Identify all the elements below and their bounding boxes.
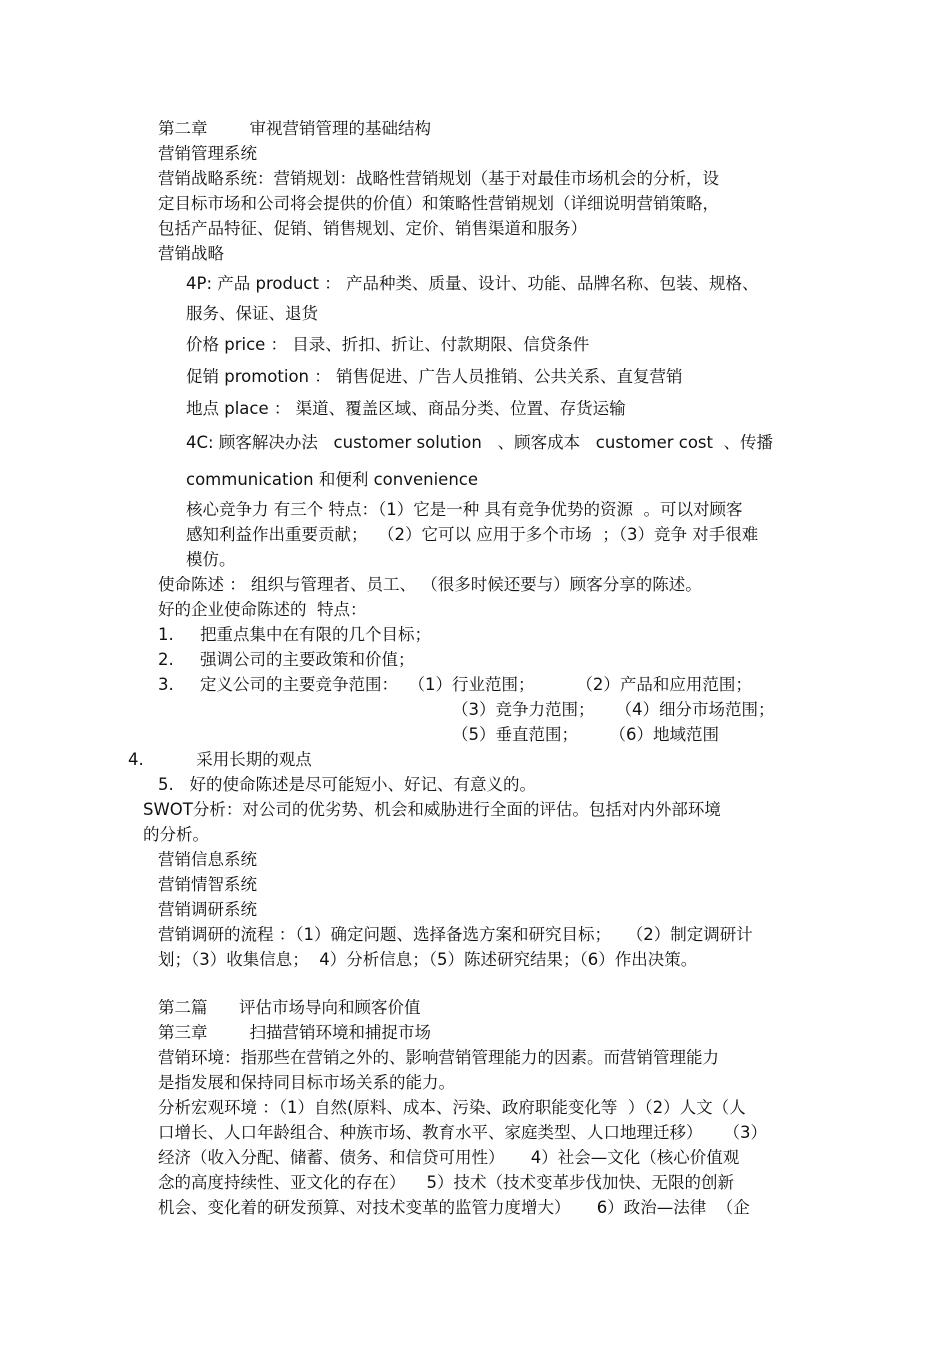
list-item: 4. 采用长期的观点 <box>128 750 312 769</box>
text-line: 使命陈述 ： 组织与管理者、员工、 （很多时候还要与）顾客分享的陈述。 <box>158 575 702 594</box>
list-item: （3）竞争力范围； （4）细分市场范围； <box>452 700 775 719</box>
text-line: 是指发展和保持同目标市场关系的能力。 <box>158 1073 455 1092</box>
text-line: 模仿。 <box>186 550 236 569</box>
text-line: 营销调研系统 <box>158 900 257 919</box>
text-line: 营销调研的流程 ：（1）确定问题、选择备选方案和研究目标； （2）制定调研计 <box>158 925 753 944</box>
text-line: 4C: 顾客解决办法 customer solution 、顾客成本 customer cost 、传播 <box>186 433 773 452</box>
text-line: 的分析。 <box>143 825 209 844</box>
text-line: 口增长、人口年龄组合、种族市场、教育水平、家庭类型、人口地理迁移） （3） <box>158 1123 767 1142</box>
text-line: 服务、保证、退货 <box>186 304 318 323</box>
text-line: 营销环境：指那些在营销之外的、影响营销管理能力的因素。而营销管理能力 <box>158 1048 719 1067</box>
text-line: 价格 price ： 目录、折扣、折让、付款期限、信贷条件 <box>186 335 590 354</box>
text-line: 促销 promotion ： 销售促进、广告人员推销、公共关系、直复营销 <box>186 367 683 386</box>
chapter-2-heading: 第二章 审视营销管理的基础结构 <box>158 119 431 138</box>
text-line: 机会、变化着的研发预算、对技术变革的监管力度增大） 6）政治—法律 （企 <box>158 1198 750 1217</box>
text-line: 划；（3）收集信息； 4）分析信息；（5）陈述研究结果；（6）作出决策。 <box>158 950 698 969</box>
text-line: 营销情智系统 <box>158 875 257 894</box>
text-line: 念的高度持续性、亚文化的存在） 5）技术（技术变革步伐加快、无限的创新 <box>158 1173 734 1192</box>
text-line: 营销战略系统：营销规划：战略性营销规划（基于对最佳市场机会的分析，设 <box>158 169 719 188</box>
text-line: 分析宏观环境 ：（1）自然(原料、成本、污染、政府职能变化等 ）（2）人文（人 <box>158 1098 746 1117</box>
text-line: 营销战略 <box>158 244 224 263</box>
text-line: 核心竞争力 有三个 特点：（1）它是一种 具有竞争优势的资源 。可以对顾客 <box>186 500 743 519</box>
text-line: 4P: 产品 product ： 产品种类、质量、设计、功能、品牌名称、包装、规格、 <box>186 274 759 293</box>
list-item: 5. 好的使命陈述是尽可能短小、好记、有意义的。 <box>158 775 536 794</box>
chapter-3-heading: 第三章 扫描营销环境和捕捉市场 <box>158 1023 431 1042</box>
list-item: 2. 强调公司的主要政策和价值； <box>158 650 415 669</box>
text-line: SWOT分析：对公司的优劣势、机会和威胁进行全面的评估。包括对内外部环境 <box>143 800 721 819</box>
text-line: 包括产品特征、促销、销售规划、定价、销售渠道和服务） <box>158 219 587 238</box>
text-line: 好的企业使命陈述的 特点： <box>158 600 367 619</box>
text-line: 感知利益作出重要贡献； （2）它可以 应用于多个市场 ；（3）竞争 对手很难 <box>186 525 759 544</box>
list-item: （5）垂直范围； （6）地域范围 <box>452 725 719 744</box>
text-line: communication 和便利 convenience <box>186 470 479 489</box>
text-line: 经济（收入分配、储蓄、债务、和信贷可用性） 4）社会—文化（核心价值观 <box>158 1148 740 1167</box>
list-item: 1. 把重点集中在有限的几个目标； <box>158 625 431 644</box>
text-line: 地点 place ： 渠道、覆盖区域、商品分类、位置、存货运输 <box>186 399 626 418</box>
text-line: 定目标市场和公司将会提供的价值）和策略性营销规划（详细说明营销策略， <box>158 194 719 213</box>
text-line: 营销管理系统 <box>158 144 257 163</box>
part-2-heading: 第二篇 评估市场导向和顾客价值 <box>158 998 421 1017</box>
list-item: 3. 定义公司的主要竞争范围： （1）行业范围； （2）产品和应用范围； <box>158 675 752 694</box>
text-line: 营销信息系统 <box>158 850 257 869</box>
